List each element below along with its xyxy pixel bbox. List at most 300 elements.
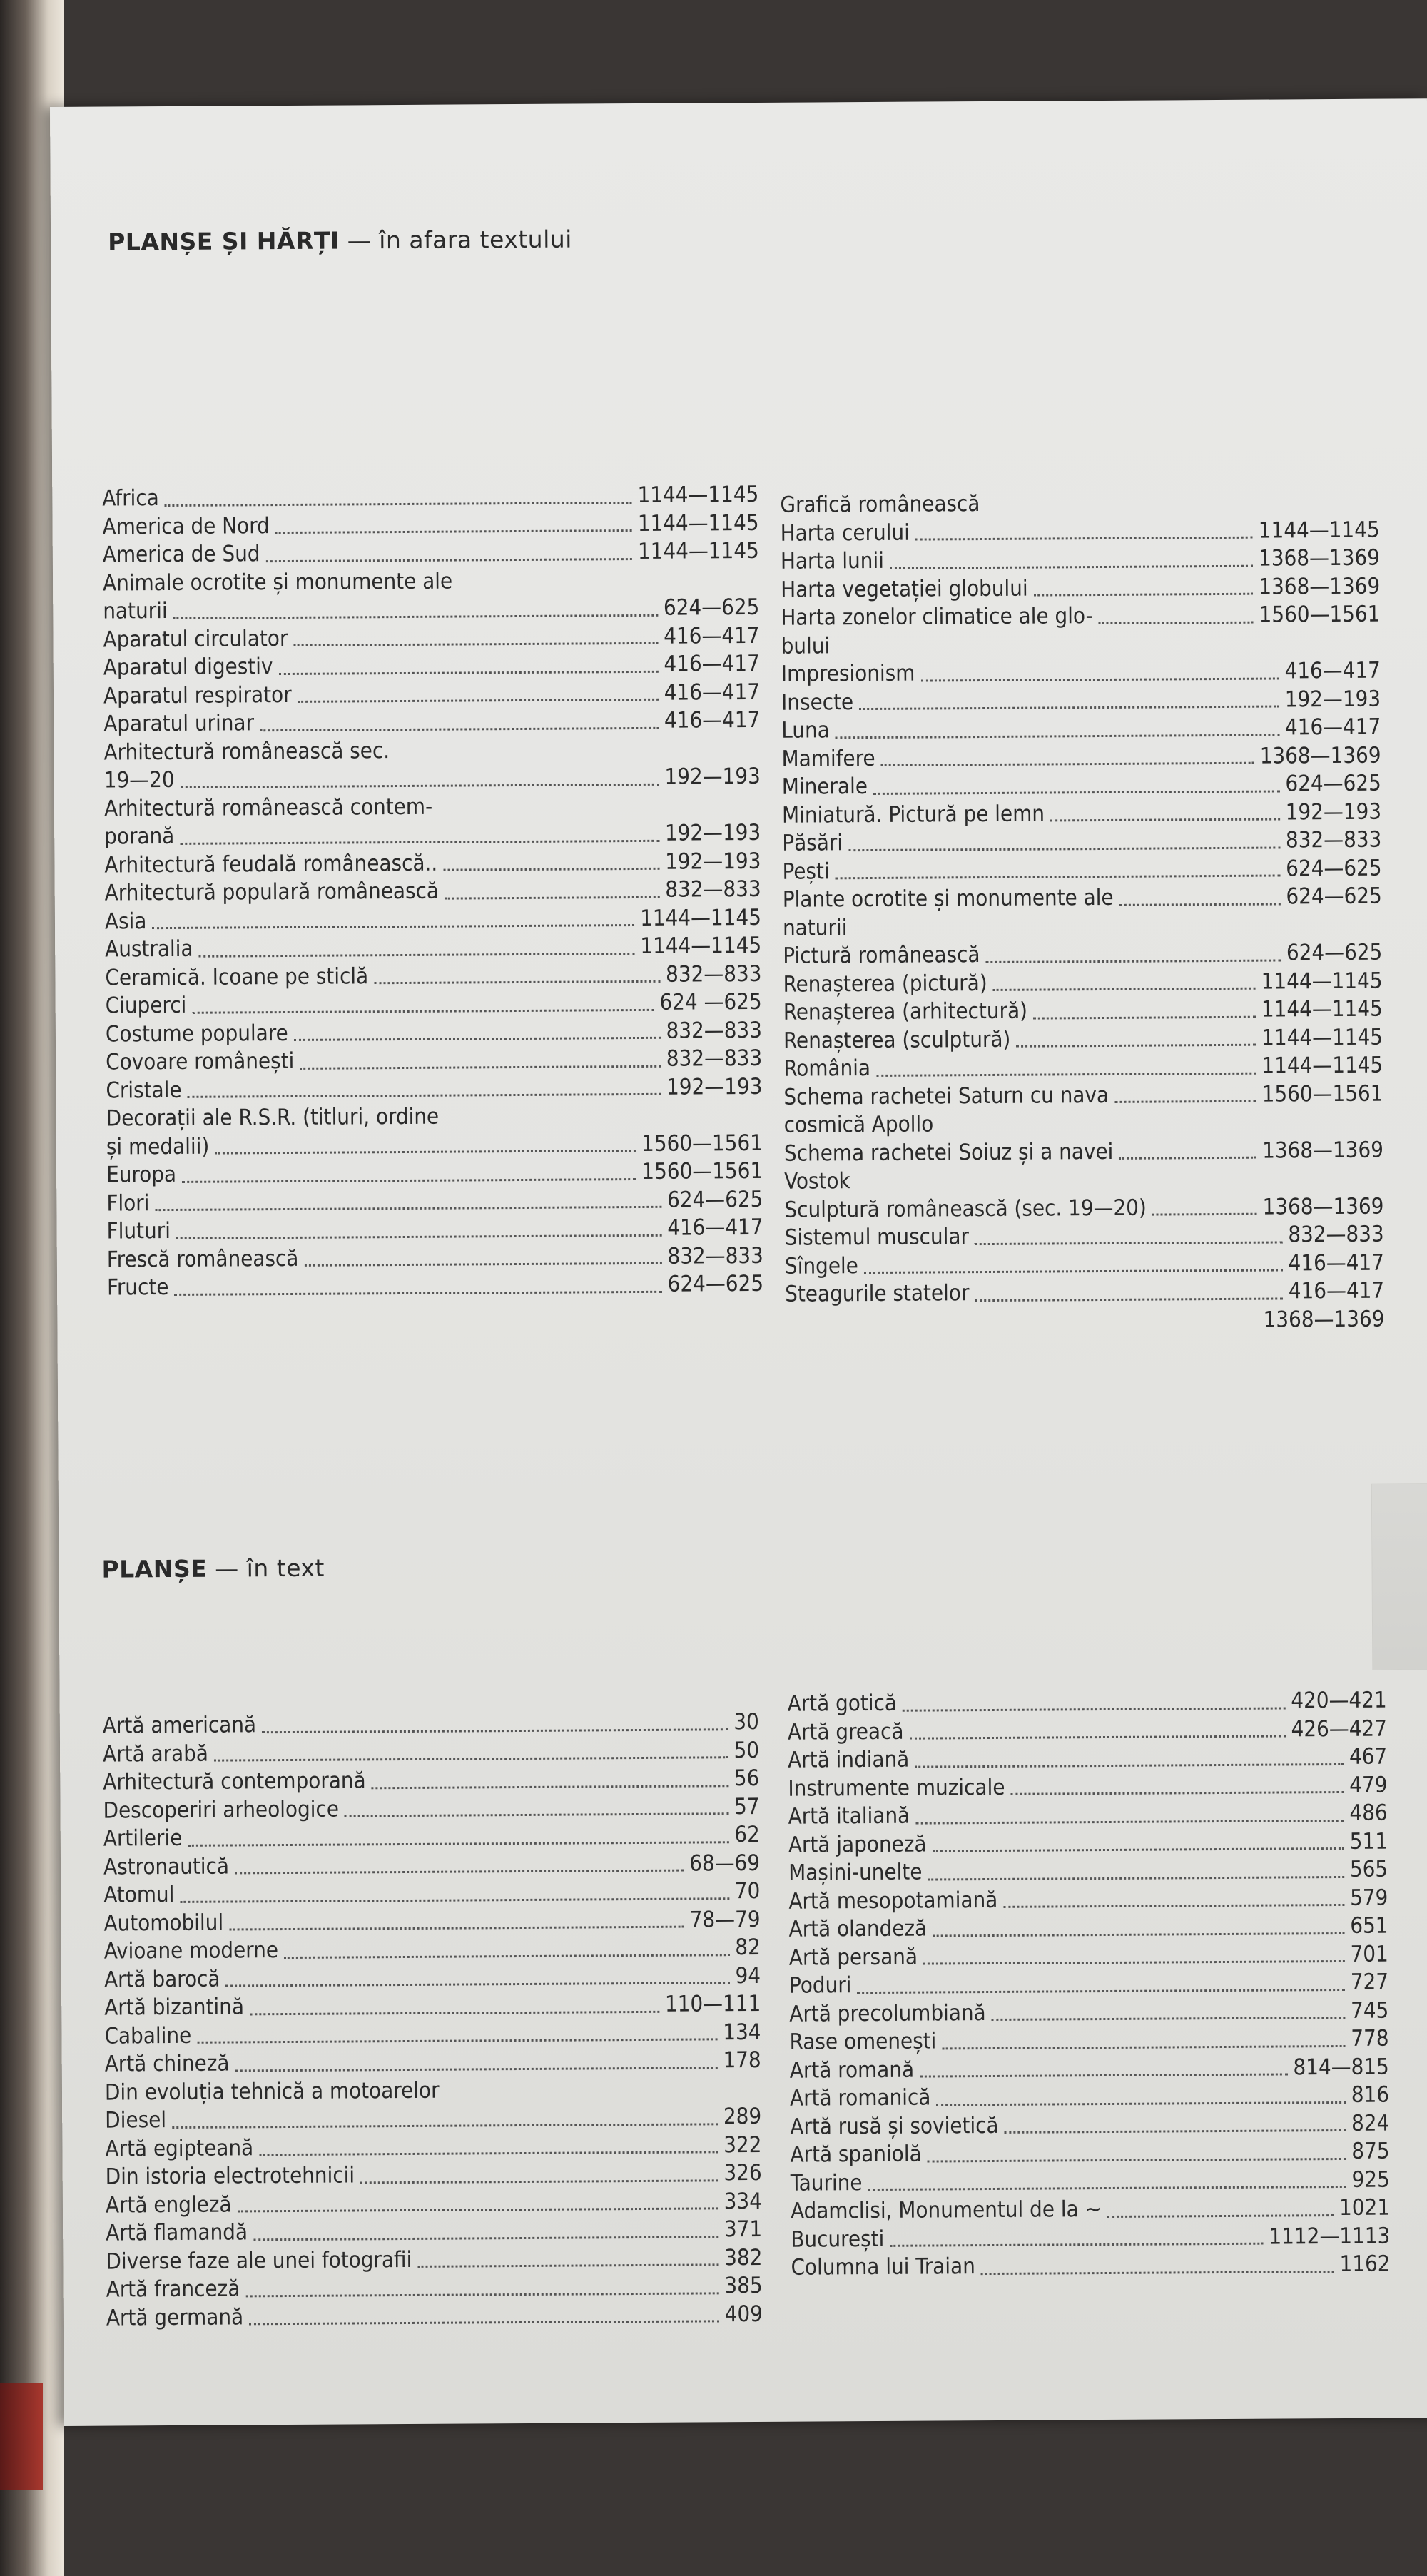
entry-label: Artă egipteană xyxy=(105,2134,254,2162)
index-entry xyxy=(103,565,759,597)
entry-label: Insecte xyxy=(781,689,854,716)
dot-leader xyxy=(180,1897,728,1903)
index-entry xyxy=(788,1856,1388,1888)
entry-pages: 624—625 xyxy=(1286,855,1382,881)
index-entry xyxy=(781,741,1381,774)
entry-pages: 1560—1561 xyxy=(1259,601,1381,628)
entry-pages: 94 xyxy=(735,1962,761,1989)
entry-pages: 1144—1145 xyxy=(637,537,759,564)
dot-leader xyxy=(928,1875,1344,1880)
entry-label: Harta zonelor climatice ale glo- xyxy=(781,603,1093,631)
dot-leader xyxy=(155,1205,661,1211)
entry-pages: 70 xyxy=(734,1877,761,1905)
entry-pages: 56 xyxy=(733,1765,760,1792)
index-entry xyxy=(103,1708,759,1740)
index-entry xyxy=(106,1185,763,1217)
index-entry xyxy=(106,1016,762,1048)
index-entry xyxy=(106,2300,763,2332)
entry-pages: 420—421 xyxy=(1291,1687,1387,1714)
entry-pages: 416—417 xyxy=(667,1214,763,1241)
entry-pages: 1144—1145 xyxy=(1258,517,1380,544)
index-column-left xyxy=(102,481,763,1302)
entry-pages: 745 xyxy=(1350,1997,1389,2024)
entry-pages: 322 xyxy=(723,2131,762,2158)
entry-pages: 1144—1145 xyxy=(1261,1024,1383,1051)
dot-leader xyxy=(165,501,632,507)
dot-leader xyxy=(181,782,659,788)
dot-leader xyxy=(1016,1043,1256,1048)
dot-leader xyxy=(915,536,1253,541)
entry-label: Minerale xyxy=(781,774,868,800)
entry-label: Arhitectură populară românească xyxy=(104,878,440,906)
entry-pages: 925 xyxy=(1351,2166,1390,2193)
entry-label: Artă romanică xyxy=(789,2084,931,2111)
entry-pages: 1368—1369 xyxy=(1262,1137,1384,1164)
entry-label: România xyxy=(783,1055,871,1082)
entry-label: Mamifere xyxy=(781,745,875,772)
entry-label: Aparatul circulator xyxy=(103,625,288,653)
entry-label: Plante ocrotite și monumente ale xyxy=(782,884,1114,913)
entry-label: Instrumente muzicale xyxy=(788,1774,1005,1802)
dot-leader xyxy=(936,2100,1345,2106)
entry-label: Costume populare xyxy=(105,1020,288,1048)
entry-label: Vostok xyxy=(784,1168,850,1195)
index-entry xyxy=(107,1214,763,1246)
entry-pages: 289 xyxy=(723,2103,762,2130)
entry-label: Artă germană xyxy=(106,2303,244,2331)
dot-leader xyxy=(915,1762,1344,1768)
index-entry xyxy=(102,481,758,513)
dot-leader xyxy=(993,987,1256,991)
index-entry xyxy=(105,876,761,908)
dot-leader xyxy=(1034,592,1254,597)
entry-pages: 110—111 xyxy=(664,1990,761,2017)
entry-pages: 832—833 xyxy=(667,1242,763,1269)
dot-leader xyxy=(868,2185,1346,2191)
dot-leader xyxy=(182,1177,636,1183)
entry-pages: 1560—1561 xyxy=(641,1157,763,1185)
entry-pages: 624—625 xyxy=(666,1186,763,1213)
entry-pages: 832—833 xyxy=(666,1017,763,1044)
entry-label: Poduri xyxy=(788,1972,852,1999)
entry-label: Artă chineză xyxy=(104,2050,230,2077)
index-entry xyxy=(104,819,761,851)
index-entry xyxy=(783,967,1382,999)
index-entry xyxy=(781,544,1380,577)
entry-label: Europa xyxy=(106,1161,177,1188)
dot-leader xyxy=(873,789,1280,794)
entry-label: naturii xyxy=(782,914,848,941)
entry-label: bului xyxy=(781,632,831,659)
entry-pages: 1368—1369 xyxy=(1258,544,1381,572)
dot-leader xyxy=(175,1289,662,1295)
dot-leader xyxy=(1050,817,1280,821)
entry-label: Frescă românească xyxy=(106,1245,299,1273)
dot-leader xyxy=(199,952,635,958)
book-spine xyxy=(0,2383,43,2490)
dot-leader xyxy=(975,1297,1283,1302)
entry-pages: 727 xyxy=(1350,1969,1389,1995)
entry-pages: 701 xyxy=(1350,1941,1388,1967)
dot-leader xyxy=(173,613,658,619)
index-entry xyxy=(781,657,1381,689)
entry-label: Automobilul xyxy=(103,1910,224,1937)
entry-pages: 371 xyxy=(723,2216,763,2243)
index-entry xyxy=(781,714,1381,746)
entry-pages: 1144—1145 xyxy=(637,509,759,537)
index-entry xyxy=(103,1736,759,1768)
index-entry xyxy=(104,847,761,879)
entry-pages: 1021 xyxy=(1339,2194,1391,2221)
dot-leader xyxy=(293,642,658,646)
dot-leader xyxy=(266,557,632,562)
entry-label: Arhitectură contemporană xyxy=(103,1768,366,1795)
index-entry xyxy=(783,883,1382,915)
index-entry xyxy=(784,1136,1383,1168)
entry-label: America de Nord xyxy=(102,512,270,540)
index-entry xyxy=(789,1940,1388,1972)
dot-leader xyxy=(890,2242,1263,2247)
entry-label: Arhitectură feudală românească.. xyxy=(104,850,438,878)
dot-leader xyxy=(445,895,659,899)
dot-leader xyxy=(259,2150,718,2156)
index-entry xyxy=(106,2187,762,2219)
index-entry xyxy=(782,854,1381,886)
dot-leader xyxy=(372,1784,728,1789)
background-figure xyxy=(1371,1483,1427,1670)
entry-label: Aparatul digestiv xyxy=(103,654,273,681)
entry-pages: 1144—1145 xyxy=(1261,1052,1383,1079)
entry-label: Asia xyxy=(104,908,147,935)
dot-leader xyxy=(443,867,659,871)
entry-label: Artă engleză xyxy=(105,2191,232,2218)
dot-leader xyxy=(345,1812,728,1817)
section-heading: PLANȘE ȘI HĂRȚI xyxy=(108,226,340,256)
dot-leader xyxy=(1010,1790,1344,1795)
dot-leader xyxy=(417,2263,718,2268)
entry-pages: 192—193 xyxy=(664,763,761,790)
entry-pages: 416—417 xyxy=(1288,1277,1385,1304)
dot-leader xyxy=(180,838,659,844)
entry-label: Artă bizantină xyxy=(104,1994,245,2021)
entry-pages: 624—625 xyxy=(667,1270,764,1297)
dot-leader xyxy=(279,669,659,674)
entry-pages: 467 xyxy=(1349,1743,1388,1770)
entry-pages: 624 —625 xyxy=(659,988,762,1015)
entry-pages: 1368—1369 xyxy=(1259,573,1381,600)
entry-pages: 382 xyxy=(724,2244,763,2271)
index-entry xyxy=(103,734,760,766)
dot-leader xyxy=(229,1925,684,1931)
entry-label: 19—20 xyxy=(103,766,175,793)
dot-leader xyxy=(910,1734,1286,1739)
dot-leader xyxy=(928,2156,1346,2162)
index-entry xyxy=(106,1157,763,1190)
entry-pages: 416—417 xyxy=(664,650,760,677)
entry-label: Artă japoneză xyxy=(788,1831,927,1858)
index-entry xyxy=(791,2166,1390,2198)
entry-pages: 565 xyxy=(1349,1856,1388,1882)
index-entry xyxy=(103,594,759,626)
entry-pages: 824 xyxy=(1351,2110,1390,2136)
entry-pages: 814—815 xyxy=(1293,2054,1389,2080)
index-entry xyxy=(791,2194,1390,2226)
section-title-plates-in-text xyxy=(101,1554,325,1583)
entry-label: Artilerie xyxy=(103,1825,183,1852)
entry-pages: 875 xyxy=(1351,2138,1390,2164)
entry-label: Artă barocă xyxy=(103,1966,220,1993)
entry-label: Fructe xyxy=(106,1274,169,1301)
dot-leader xyxy=(890,564,1253,569)
entry-label: Artă rusă și sovietică xyxy=(790,2112,999,2140)
dot-leader xyxy=(881,761,1254,766)
entry-label: Renașterea (pictură) xyxy=(783,970,987,998)
entry-label: Schema rachetei Soiuz și a navei xyxy=(783,1138,1114,1167)
entry-label: Din evoluția tehnică a motoarelor xyxy=(104,2077,440,2106)
index-entry xyxy=(781,685,1381,717)
index-entry xyxy=(788,1827,1388,1860)
dot-leader xyxy=(848,846,1280,851)
dot-leader xyxy=(360,2179,718,2184)
entry-pages: 579 xyxy=(1350,1885,1388,1911)
entry-pages: 385 xyxy=(724,2272,763,2299)
entry-pages: 334 xyxy=(723,2188,763,2214)
entry-label: Artă romană xyxy=(789,2057,915,2084)
entry-pages: 624—625 xyxy=(1286,939,1383,966)
entry-pages: 1144—1145 xyxy=(1261,995,1383,1023)
index-entry xyxy=(107,1242,763,1274)
entry-pages: 1144—1145 xyxy=(637,481,759,508)
entry-label: Aparatul respirator xyxy=(103,681,292,709)
entry-pages: 1368—1369 xyxy=(1262,1193,1384,1220)
entry-pages: 778 xyxy=(1351,2025,1389,2052)
entry-pages: 1144—1145 xyxy=(640,932,762,959)
entry-pages: 1560—1561 xyxy=(641,1130,763,1157)
entry-label: Ceramică. Icoane pe sticlă xyxy=(105,963,369,991)
entry-label: Artă flamandă xyxy=(106,2219,248,2246)
entry-pages: 1144—1145 xyxy=(640,904,762,931)
entry-label: porană xyxy=(104,823,175,850)
entry-label: Artă olandeză xyxy=(788,1915,928,1942)
entry-label: Păsări xyxy=(782,830,843,856)
entry-pages: 134 xyxy=(723,2019,761,2045)
dot-leader xyxy=(923,1959,1345,1965)
dot-leader xyxy=(1005,2129,1346,2134)
index-column-right xyxy=(780,488,1384,1337)
entry-label: cosmică Apollo xyxy=(783,1111,934,1138)
index-entry xyxy=(106,2159,762,2191)
index-entry xyxy=(103,537,759,569)
index-entry xyxy=(106,2272,763,2304)
entry-pages: 1144—1145 xyxy=(1261,968,1383,995)
index-entry xyxy=(104,1962,761,1994)
dot-leader xyxy=(1003,1903,1344,1908)
entry-pages: 416—417 xyxy=(664,679,761,706)
dot-leader xyxy=(284,1953,729,1959)
entry-label: Cabaline xyxy=(104,2022,192,2049)
entry-label: Harta lunii xyxy=(780,547,885,574)
entry-label: Adamclisi, Monumentul de la ~ xyxy=(790,2196,1102,2224)
dot-leader xyxy=(214,1755,728,1761)
index-entry xyxy=(105,2074,761,2106)
index-column-right xyxy=(788,1687,1391,2283)
entry-label: Cristale xyxy=(106,1077,182,1104)
index-entry xyxy=(104,2018,761,2050)
index-entry xyxy=(102,509,758,541)
index-entry xyxy=(106,1101,763,1133)
index-entry xyxy=(103,678,760,710)
dot-leader xyxy=(275,529,632,534)
dot-leader xyxy=(215,1149,636,1155)
index-entry xyxy=(780,488,1379,520)
entry-label: Miniatură. Pictură pe lemn xyxy=(781,801,1045,828)
dot-leader xyxy=(374,980,660,984)
index-entry xyxy=(785,1277,1384,1309)
entry-label: Atomul xyxy=(103,1881,175,1908)
dot-leader xyxy=(249,2319,719,2325)
dot-leader xyxy=(238,2206,718,2212)
index-entry xyxy=(781,629,1381,661)
index-entry xyxy=(785,1249,1384,1281)
entry-pages: 832—833 xyxy=(665,876,761,903)
dot-leader xyxy=(986,958,1281,963)
index-entry xyxy=(788,1884,1388,1916)
entry-pages: 326 xyxy=(723,2159,762,2186)
entry-pages: 1368—1369 xyxy=(1259,742,1381,769)
dot-leader xyxy=(933,1847,1344,1852)
dot-leader xyxy=(981,2270,1334,2275)
dot-leader xyxy=(1099,620,1254,624)
index-entry xyxy=(789,1912,1388,1944)
dot-leader xyxy=(188,1092,661,1098)
index-entry xyxy=(782,770,1381,802)
entry-label: Descoperiri arheologice xyxy=(103,1796,340,1824)
index-entry xyxy=(105,2047,761,2079)
index-entry xyxy=(104,763,761,795)
dot-leader xyxy=(1114,1100,1256,1103)
entry-label: Grafică românească xyxy=(780,491,980,518)
dot-leader xyxy=(858,1987,1345,1993)
index-entry xyxy=(784,1192,1383,1224)
index-entry xyxy=(106,1073,762,1105)
index-entry xyxy=(784,1165,1383,1197)
entry-label: Harta vegetației globului xyxy=(781,575,1028,603)
entry-label: Artă indiană xyxy=(788,1746,910,1773)
index-entry xyxy=(105,960,761,992)
index-entry xyxy=(103,1905,760,1937)
index-entry xyxy=(105,932,761,964)
index-entry xyxy=(782,826,1381,858)
dot-leader xyxy=(188,1840,728,1847)
dot-leader xyxy=(1107,2214,1334,2218)
dot-leader xyxy=(235,1869,684,1875)
index-entry xyxy=(788,1715,1387,1747)
entry-label: Sistemul muscular xyxy=(784,1224,970,1251)
entry-pages: 416—417 xyxy=(664,706,761,734)
section-title-plates-maps xyxy=(108,225,572,256)
index-entry xyxy=(104,791,761,823)
entry-label: Artă americană xyxy=(102,1712,257,1739)
entry-pages: 192—193 xyxy=(1285,798,1382,825)
entry-label: Artă greacă xyxy=(787,1718,904,1745)
entry-label: Din istoria electrotehnicii xyxy=(105,2162,355,2190)
index-entry xyxy=(103,1877,760,1910)
index-entry xyxy=(789,2025,1388,2057)
entry-label: și medalii) xyxy=(106,1133,210,1160)
dot-leader xyxy=(152,923,634,929)
dot-leader xyxy=(262,1728,728,1733)
entry-pages: 624—625 xyxy=(1285,770,1381,797)
entry-pages: 624—625 xyxy=(663,594,760,621)
entry-pages: 832—833 xyxy=(666,1045,763,1072)
entry-pages: 30 xyxy=(733,1708,759,1735)
entry-pages: 57 xyxy=(733,1793,760,1820)
index-entry xyxy=(106,1045,762,1077)
section-heading: PLANȘE xyxy=(101,1554,208,1583)
index-entry xyxy=(783,1052,1383,1084)
index-entry xyxy=(790,2109,1389,2141)
dot-leader xyxy=(876,1071,1256,1076)
dot-leader xyxy=(836,733,1279,739)
index-entry xyxy=(783,995,1383,1028)
index-entry xyxy=(103,622,759,654)
index-page xyxy=(50,98,1427,2426)
entry-pages: 426—427 xyxy=(1291,1715,1388,1742)
entry-label: Artă italiană xyxy=(788,1802,910,1830)
index-entry xyxy=(790,2081,1389,2114)
index-entry xyxy=(781,572,1380,604)
entry-label: Renașterea (arhitectură) xyxy=(783,998,1028,1025)
index-entry xyxy=(106,988,762,1020)
dot-leader xyxy=(942,2044,1345,2049)
dot-leader xyxy=(304,1262,661,1267)
entry-label: Artă persană xyxy=(788,1944,918,1971)
entry-pages: 1368—1369 xyxy=(1263,1306,1385,1333)
dot-leader xyxy=(836,873,1281,879)
entry-pages: 1162 xyxy=(1339,2251,1391,2278)
dot-leader xyxy=(975,1240,1282,1245)
entry-label: Pești xyxy=(782,858,830,885)
entry-pages: 479 xyxy=(1349,1772,1388,1798)
index-entry xyxy=(781,601,1380,633)
section-subheading: — în text xyxy=(215,1553,325,1583)
entry-label: Astronautică xyxy=(103,1853,230,1880)
entry-label: Artă precolumbiană xyxy=(789,1999,986,2027)
index-entry xyxy=(106,1129,763,1161)
dot-leader xyxy=(250,2009,659,2015)
dot-leader xyxy=(294,1036,661,1041)
entry-pages: 832—833 xyxy=(665,960,762,988)
dot-leader xyxy=(176,1233,661,1239)
index-entry xyxy=(788,1800,1388,1832)
index-entry xyxy=(105,2131,761,2163)
index-entry xyxy=(788,1743,1387,1775)
entry-pages: 1560—1561 xyxy=(1261,1080,1383,1107)
entry-pages: 82 xyxy=(735,1934,761,1961)
entry-pages: 62 xyxy=(734,1821,760,1848)
dot-leader xyxy=(235,2066,718,2072)
entry-label: Diverse faze ale unei fotografii xyxy=(106,2246,412,2275)
index-entry xyxy=(103,1849,760,1881)
entry-pages: 178 xyxy=(723,2047,761,2074)
dot-leader xyxy=(192,1008,654,1013)
dot-leader xyxy=(253,2235,718,2241)
entry-label: Africa xyxy=(102,485,159,512)
index-entry xyxy=(106,2216,762,2248)
entry-pages: 832—833 xyxy=(1285,826,1382,853)
entry-pages: 192—193 xyxy=(1284,686,1381,712)
index-entry xyxy=(782,798,1381,830)
